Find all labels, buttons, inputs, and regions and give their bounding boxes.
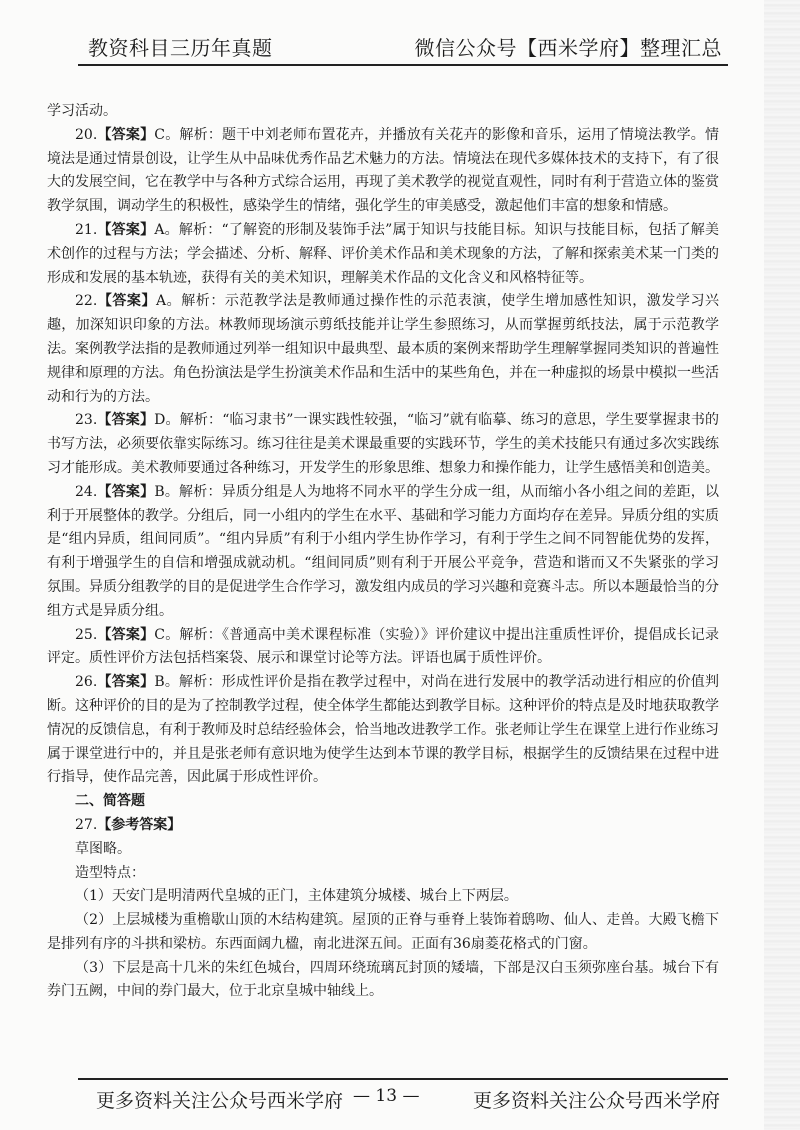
page-footer: [78, 1078, 728, 1120]
answer-text: A。解析：示范教学法是教师通过操作性的示范表演，使学生增加感性知识，激发学习兴趣，加深知识印象的方法。林教师现场演示剪纸技能并让学生参照练习，从而掌握剪纸技法，属于示范教学法。案例教学法指的是教师通过列举一组知识中最典型、最本质的案例来帮助学生理解掌握同类知识的普遍性规律和原理的方法。角色扮演法是学生扮演美术作品和生活中的某些角色，并在一种虚拟的场景中模拟一些活动和行为的方法。: [47, 293, 720, 405]
feature-1: （1）天安门是明清两代皇城的正门，主体建筑分城楼、城台上下两层。: [75, 888, 518, 905]
answer-label: 【答案】: [97, 626, 155, 643]
answer-label: 【答案】: [97, 293, 157, 310]
footer-right-note: 更多资料关注公众号西米学府: [472, 1090, 720, 1112]
answer-23: [47, 409, 719, 480]
question-number: 25.: [75, 626, 98, 643]
question-number: 24.: [75, 483, 98, 500]
answer-text: C。解析：《普通高中美术课程标准（实验）》评价建议中提出注重质性评价，提倡成长记录评定。质性评价方法包括档案袋、展示和课堂讨论等方法。评语也属于质性评价。: [47, 626, 720, 667]
answer-text: A。解析：“了解瓷的形制及装饰手法”属于知识与技能目标。知识与技能目标，包括了解美术创作的过程与方法；学会描述、分析、解释、评价美术作品和美术现象的方法，了解和探索美术某一门类的形成和发展的基本轨迹，获得有关的美术知识，理解美术作品的文化含义和风格特征等。: [47, 221, 719, 286]
features-title: 造型特点：: [75, 864, 145, 881]
page-content: [47, 100, 719, 1004]
section-title-short-answer: 二、简答题: [75, 793, 145, 810]
page-number: — 13 —: [353, 1086, 420, 1106]
answer-24: [47, 481, 719, 624]
question-number: 21.: [75, 221, 98, 238]
question-number: 26.: [75, 674, 98, 691]
answer-label: 【答案】: [97, 221, 155, 238]
header-left-title: 教资科目三历年真题: [88, 36, 273, 60]
answer-text: C。解析：题干中刘老师布置花卉，并播放有关花卉的影像和音乐，运用了情境法教学。情境法是通过情景创设，让学生从中品味优秀作品艺术魅力的方法。情境法在现代多媒体技术的支持下，有了很大的发展空间，它在教学中与各种方式综合运用，再现了美术教学的视觉直观性，同时有利于营造立体的鉴赏教学氛围，调动学生的积极性，感染学生的情绪，强化学生的审美感受，激起他们丰富的想象和情感。: [47, 126, 719, 215]
answer-label: 【答案】: [97, 483, 155, 500]
sketch-note: 草图略。: [75, 840, 131, 857]
answer-27-heading: [47, 814, 719, 838]
question-number: 22.: [75, 293, 98, 310]
answer-text: B。解析：形成性评价是指在教学过程中，对尚在进行发展中的教学活动进行相应的价值判断。这种评价的目的是为了控制教学过程，使全体学生都能达到教学目标。这种评价的特点是及时地获取教学情况的反馈信息，有利于教师及时总结经验体会，恰当地改进教学工作。张老师让学生在课堂上进行作业练习属于课堂进行中的，并且是张老师有意识地为使学生达到本节课的教学目标，根据学生的反馈结果在过程中进行指导，使作品完善，因此属于形成性评价。: [47, 674, 719, 786]
answer-text: D。解析：“临习隶书”一课实践性较强，“临习”就有临摹、练习的意思，学生要掌握隶书的书写方法，必须要依靠实际练习。练习往往是美术课最重要的实践环节，学生的美术技能只有通过多次实践练习才能形成。美术教师要通过各种练习，开发学生的形象思维、想象力和操作能力，让学生感悟美和创造美。: [47, 412, 719, 476]
page-header: [78, 30, 728, 66]
feature-2: （2）上层城楼为重檐歇山顶的木结构建筑。屋顶的正脊与垂脊上装饰着鸱吻、仙人、走兽。大殿飞檐下是排列有序的斗拱和梁枋。东西面阔九楹，南北进深五间。正面有36扇菱花格式的门窗。: [47, 912, 719, 952]
answer-22: [47, 290, 719, 409]
answer-label: 【参考答案】: [97, 816, 182, 833]
question-number: 27.: [75, 816, 98, 833]
scan-edge-texture: [764, 0, 800, 1130]
question-number: 20.: [75, 126, 98, 143]
answer-26: [47, 671, 719, 790]
answer-21: [47, 219, 719, 290]
answer-label: 【答案】: [97, 412, 155, 429]
header-right-source: 微信公众号【西米学府】整理汇总: [414, 36, 722, 60]
answer-text: B。解析：异质分组是人为地将不同水平的学生分成一组，从而缩小各小组之间的差距，以利于开展整体的教学。分组后，同一小组内的学生在水平、基础和学习能力方面均存在差异。异质分组的实质是“组内异质，组间同质”。“组内异质”有利于小组内学生协作学习，有利于学生之间不同智能优势的发挥，有利于增强学生的自信和增强成就动机。“组间同质”则有利于开展公平竞争，营造和谐而又不失紧张的学习氛围。异质分组教学的目的是促进学生合作学习，激发组内成员的学习兴趣和竞赛斗志。所以本题最恰当的分组方式是异质分组。: [47, 483, 719, 619]
answer-20: [47, 124, 719, 219]
feature-3: （3）下层是高十几米的朱红色城台，四周环绕琉璃瓦封顶的矮墙，下部是汉白玉须弥座台基。城台下有券门五阙，中间的券门最大，位于北京皇城中轴线上。: [47, 959, 719, 1000]
answer-label: 【答案】: [97, 126, 155, 143]
question-number: 23.: [75, 412, 98, 429]
intro-line: 学习活动。: [47, 103, 117, 119]
answer-25: [47, 624, 719, 672]
footer-left-note: 更多资料关注公众号西米学府: [96, 1090, 344, 1112]
answer-label: 【答案】: [97, 674, 155, 691]
